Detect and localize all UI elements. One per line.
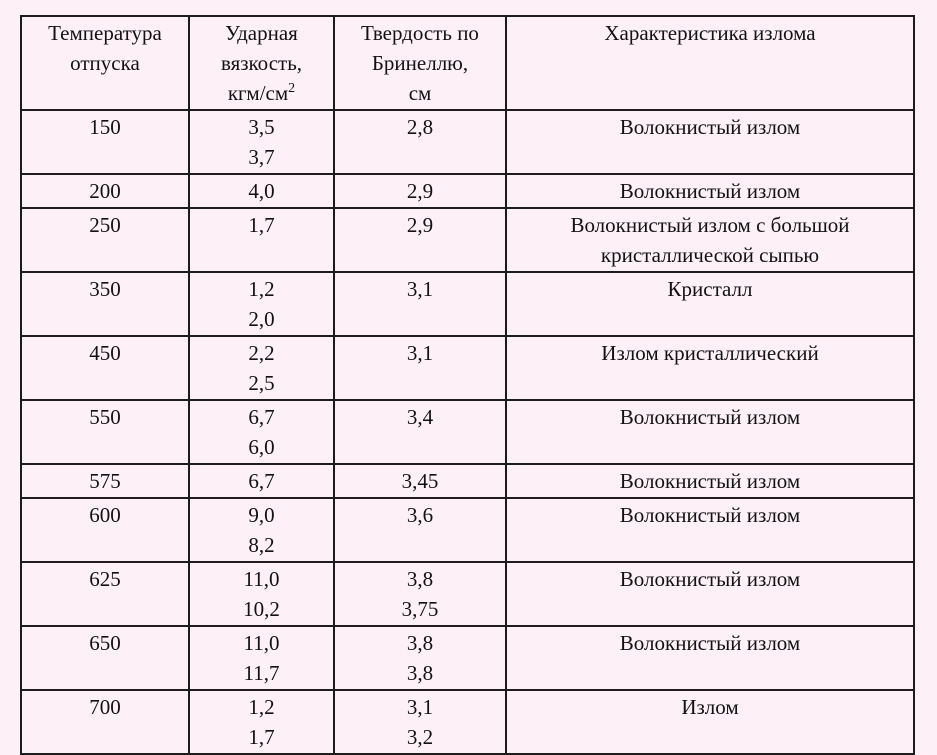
value-line: 10,2 xyxy=(243,597,280,621)
fracture-cell xyxy=(506,272,914,336)
value-line: 3,7 xyxy=(248,145,275,169)
value-line: 3,1 xyxy=(406,341,434,365)
temperature-cell xyxy=(21,272,189,336)
hardness-cell xyxy=(334,626,506,690)
tempering-properties-table xyxy=(20,15,915,755)
table-row xyxy=(21,498,914,562)
header-line: Характеристика излома xyxy=(604,21,816,45)
temperature-cell xyxy=(21,464,189,498)
header-temperature xyxy=(21,16,189,110)
table-row xyxy=(21,208,914,272)
table-body xyxy=(21,110,914,754)
value-line: 6,0 xyxy=(248,435,275,459)
value-line: Волокнистый излом xyxy=(619,115,801,139)
toughness-cell xyxy=(189,272,334,336)
header-line: отпуска xyxy=(70,51,140,75)
header-line: Бринеллю, xyxy=(371,51,469,75)
value-line: Волокнистый излом xyxy=(619,405,801,429)
fracture-cell xyxy=(506,498,914,562)
value-line: 3,1 xyxy=(406,695,434,719)
value-line: Излом xyxy=(681,695,739,719)
header-line: Твердость по xyxy=(361,21,479,45)
value-line: 2,0 xyxy=(248,307,275,331)
value-line: 600 xyxy=(89,503,121,527)
value-line: 3,4 xyxy=(406,405,434,429)
temperature-cell xyxy=(21,208,189,272)
value-line: 2,9 xyxy=(406,179,434,203)
value-line: 550 xyxy=(89,405,121,429)
value-line: 11,7 xyxy=(243,661,280,685)
hardness-cell xyxy=(334,400,506,464)
value-line: Излом кристаллический xyxy=(601,341,819,365)
table-row xyxy=(21,562,914,626)
value-line: 3,6 xyxy=(406,503,434,527)
hardness-cell xyxy=(334,498,506,562)
toughness-cell xyxy=(189,626,334,690)
value-line: 3,8 xyxy=(406,661,434,685)
value-line: Волокнистый излом xyxy=(619,179,801,203)
value-line: Кристалл xyxy=(667,277,753,301)
fracture-cell xyxy=(506,400,914,464)
value-line: 3,8 xyxy=(406,567,434,591)
toughness-cell xyxy=(189,498,334,562)
header-line: см xyxy=(408,81,432,105)
hardness-cell xyxy=(334,110,506,174)
value-line: 2,9 xyxy=(406,213,434,237)
temperature-cell xyxy=(21,690,189,754)
table-header xyxy=(21,16,914,110)
header-row xyxy=(21,16,914,110)
hardness-cell xyxy=(334,464,506,498)
header-line: Ударная xyxy=(225,21,298,45)
value-line: 2,2 xyxy=(248,341,275,365)
value-line: 3,5 xyxy=(248,115,275,139)
value-line: 3,45 xyxy=(401,469,439,493)
fracture-cell xyxy=(506,336,914,400)
toughness-cell xyxy=(189,562,334,626)
value-line: 6,7 xyxy=(248,405,275,429)
fracture-cell xyxy=(506,174,914,208)
hardness-cell xyxy=(334,174,506,208)
table-row xyxy=(21,272,914,336)
value-line: Волокнистый излом xyxy=(619,469,801,493)
toughness-cell xyxy=(189,336,334,400)
table-row xyxy=(21,336,914,400)
toughness-cell xyxy=(189,400,334,464)
table-row xyxy=(21,174,914,208)
fracture-cell xyxy=(506,562,914,626)
value-line: 3,2 xyxy=(406,725,434,749)
temperature-cell xyxy=(21,110,189,174)
value-line: 1,7 xyxy=(248,213,275,237)
value-line: 11,0 xyxy=(243,631,280,655)
temperature-cell xyxy=(21,174,189,208)
temperature-cell xyxy=(21,626,189,690)
fracture-cell xyxy=(506,626,914,690)
hardness-cell xyxy=(334,690,506,754)
value-line: 4,0 xyxy=(248,179,275,203)
fracture-cell xyxy=(506,464,914,498)
header-hardness xyxy=(334,16,506,110)
value-line: 450 xyxy=(89,341,121,365)
toughness-cell xyxy=(189,208,334,272)
value-line: 650 xyxy=(89,631,121,655)
header-line: Температура xyxy=(48,21,162,45)
toughness-cell xyxy=(189,690,334,754)
temperature-cell xyxy=(21,498,189,562)
header-fracture xyxy=(506,16,914,110)
value-line: 3,1 xyxy=(406,277,434,301)
value-line: 8,2 xyxy=(248,533,275,557)
value-line: 2,5 xyxy=(248,371,275,395)
value-line: 150 xyxy=(89,115,121,139)
superscript: 2 xyxy=(288,81,296,96)
value-line: 625 xyxy=(89,567,121,591)
value-line: 1,2 xyxy=(248,277,275,301)
toughness-cell xyxy=(189,464,334,498)
toughness-cell xyxy=(189,110,334,174)
value-line: 575 xyxy=(89,469,121,493)
hardness-cell xyxy=(334,208,506,272)
table-row xyxy=(21,626,914,690)
value-line: 3,75 xyxy=(401,597,439,621)
temperature-cell xyxy=(21,400,189,464)
value-line: Волокнистый излом xyxy=(619,567,801,591)
hardness-cell xyxy=(334,336,506,400)
table-row xyxy=(21,690,914,754)
value-line: 1,7 xyxy=(248,725,275,749)
value-line: 11,0 xyxy=(243,567,280,591)
temperature-cell xyxy=(21,336,189,400)
value-line: 3,8 xyxy=(406,631,434,655)
toughness-cell xyxy=(189,174,334,208)
value-line: 250 xyxy=(89,213,121,237)
value-line: 2,8 xyxy=(406,115,434,139)
table-row xyxy=(21,110,914,174)
value-line: Волокнистый излом xyxy=(619,631,801,655)
table-row xyxy=(21,464,914,498)
fracture-cell xyxy=(506,110,914,174)
table-row xyxy=(21,400,914,464)
header-line: вязкость, xyxy=(220,51,303,75)
hardness-cell xyxy=(334,272,506,336)
hardness-cell xyxy=(334,562,506,626)
value-line: Волокнистый излом xyxy=(619,503,801,527)
value-line: Волокнистый излом с большой кристаллической сыпью xyxy=(570,213,850,267)
value-line: 1,2 xyxy=(248,695,275,719)
value-line: 6,7 xyxy=(248,469,275,493)
fracture-cell xyxy=(506,208,914,272)
header-toughness xyxy=(189,16,334,110)
header-line: кгм/$см^2$ xyxy=(227,81,296,105)
value-line: 9,0 xyxy=(248,503,275,527)
fracture-cell xyxy=(506,690,914,754)
value-line: 350 xyxy=(89,277,121,301)
value-line: 700 xyxy=(89,695,121,719)
temperature-cell xyxy=(21,562,189,626)
value-line: 200 xyxy=(89,179,121,203)
